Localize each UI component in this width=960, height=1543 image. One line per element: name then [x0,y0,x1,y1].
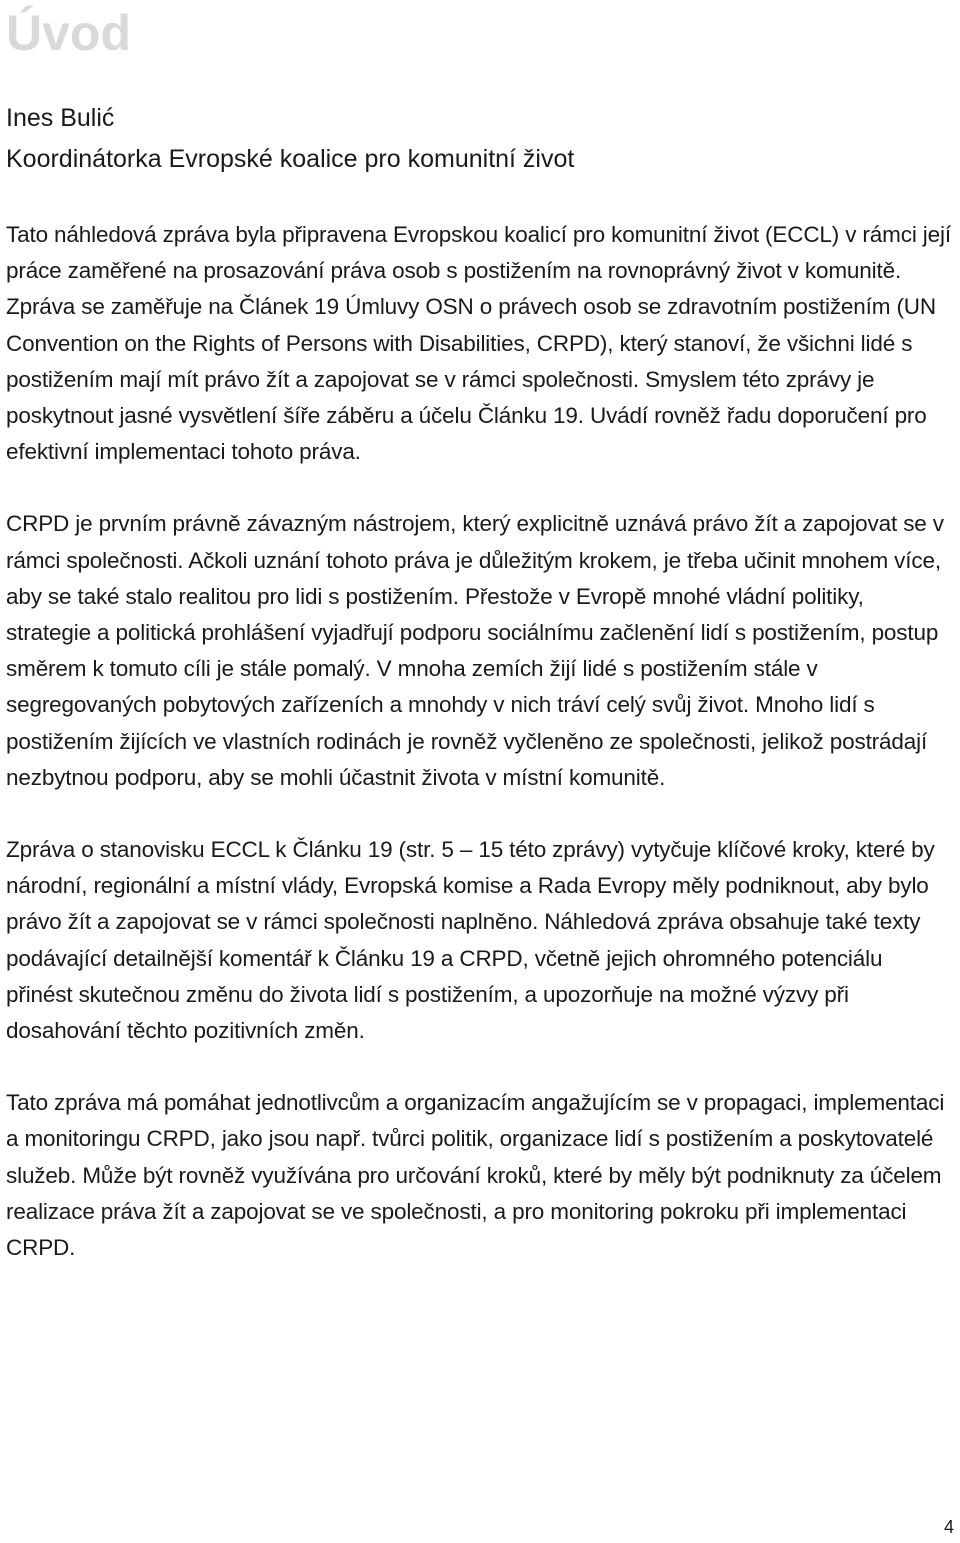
paragraph-3: Zpráva o stanovisku ECCL k Článku 19 (str. 5 – 15 této zprávy) vytyčuje klíčové kroky, které by národní, regionální a místní vlády, Evropská komise a Rada Evropy měly podniknout, aby bylo právo žít a zapojovat se v rámci společnosti naplněno. Náhledová zpráva obsahuje také texty podávající detailnější komentář k Článku 19 a CRPD, včetně jejich ohromného potenciálu přinést skutečnou změnu do života lidí s postižením, a upozorňuje na možné výzvy při dosahování těchto pozitivních změn. [6,837,935,1044]
paragraph-1: Tato náhledová zpráva byla připravena Evropskou koalicí pro komunitní život (ECCL) v rámci její práce zaměřené na prosazování práva osob s postižením na rovnoprávný život v komunitě. Zpráva se zaměřuje na Článek 19 Úmluvy OSN o právech osob se zdravotním postižením (UN Convention on the Rights of Persons with Disabilities, CRPD), který stanoví, že všichni lidé s postižením mají mít právo žít a zapojovat se v rámci společnosti. Smyslem této zprávy je poskytnout jasné vysvětlení šíře záběru a účelu Článku 19. Uvádí rovněž řadu doporučení pro efektivní implementaci tohoto práva. [6,222,951,465]
author-name: Ines Bulić [6,104,115,132]
author-block [6,98,954,180]
paragraph-2: CRPD je prvním právně závazným nástrojem, který explicitně uznává právo žít a zapojovat se v rámci společnosti. Ačkoli uznání tohoto práva je důležitým krokem, je třeba učinit mnohem více, aby se také stalo realitou pro lidi s postižením. Přestože v Evropě mnohé vládní politiky, strategie a politická prohlášení vyjadřují podporu sociálnímu začlenění lidí s postižením, postup směrem k tomuto cíli je stále pomalý. V mnoha zemích žijí lidé s postižením stále v segregovaných pobytových zařízeních a mnohdy v nich tráví celý svůj život. Mnoho lidí s postižením žijících ve vlastních rodinách je rovněž vyčleněno ze společnosti, jelikož postrádají nezbytnou podporu, aby se mohli účastnit života v místní komunitě. [6,511,944,790]
body-text [6,217,954,1302]
paragraph-4: Tato zpráva má pomáhat jednotlivcům a organizacím angažujícím se v propagaci, implementaci a monitoringu CRPD, jako jsou např. tvůrci politik, organizace lidí s postižením a poskytovatelé služeb. Může být rovněž využívána pro určování kroků, které by měly být podniknuty za účelem realizace práva žít a zapojovat se ve společnosti, a pro monitoring pokroku při implementaci CRPD. [6,1090,945,1261]
page-title: Úvod [6,5,131,61]
page-number: 4 [943,1517,954,1537]
author-role: Koordinátorka Evropské koalice pro komunitní život [6,145,575,173]
